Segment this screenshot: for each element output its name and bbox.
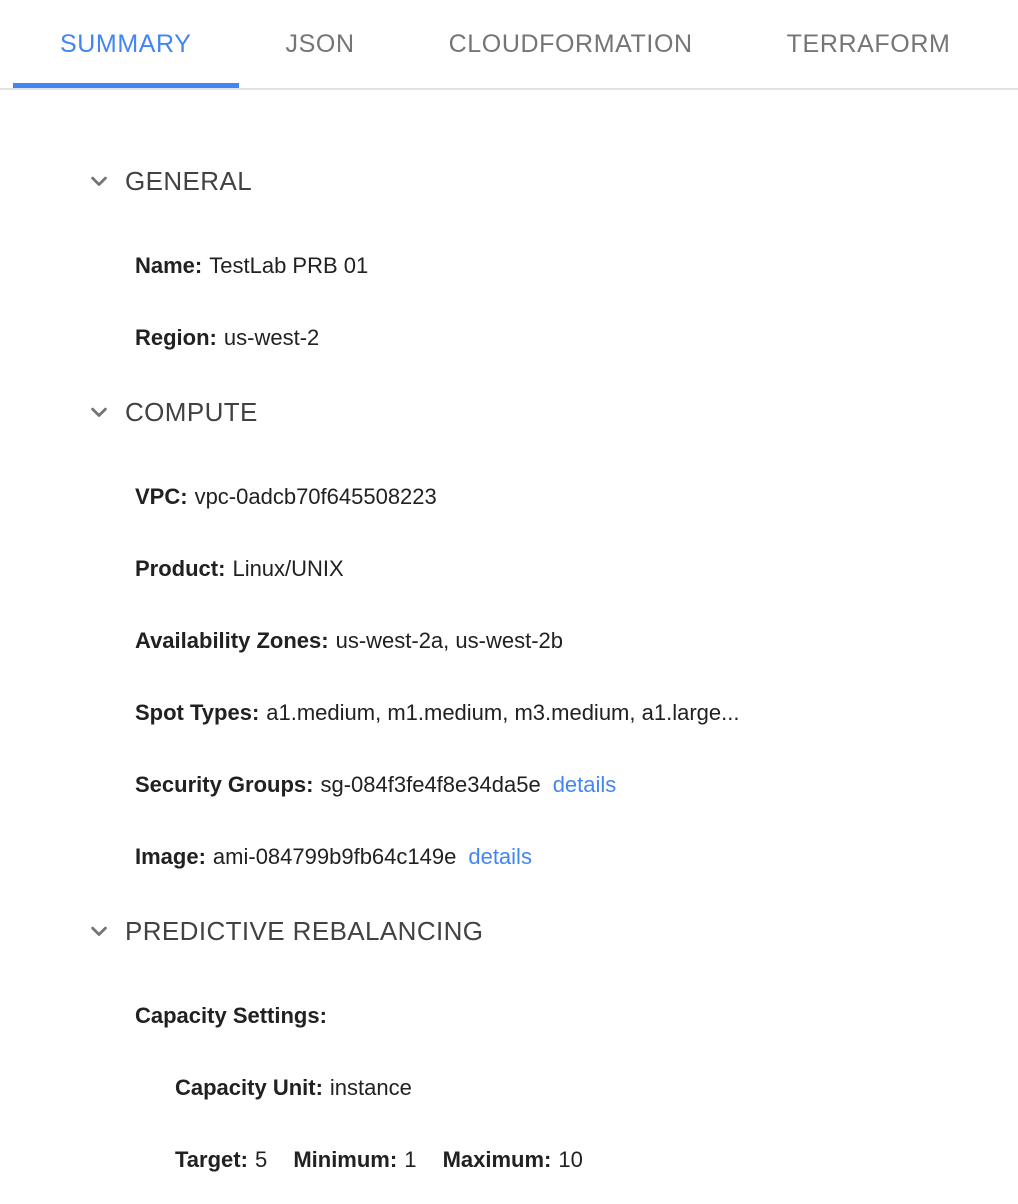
field-label: Security Groups: (135, 772, 314, 797)
section-general-title: GENERAL (125, 165, 253, 196)
field-row-capacity-settings (135, 1002, 1018, 1030)
section-predictive-rebalancing-title: PREDICTIVE REBALANCING (125, 915, 484, 946)
field-label: Availability Zones: (135, 628, 329, 653)
tab-summary[interactable] (13, 0, 239, 88)
field-value: vpc-0adcb70f645508223 (194, 484, 437, 509)
tab-terraform[interactable] (740, 0, 998, 88)
field-row-product (135, 555, 1018, 583)
field-row-capacity-values (175, 1146, 1018, 1174)
field-label: Product: (135, 556, 226, 581)
field-row-name (135, 252, 1018, 280)
field-value: instance (329, 1075, 412, 1100)
tab-json[interactable] (239, 0, 402, 88)
field-label: Image: (135, 844, 206, 869)
field-label: Capacity Settings: (135, 1003, 327, 1028)
section-compute (0, 396, 1018, 871)
field-label: Spot Types: (135, 700, 260, 725)
chevron-down-icon (85, 167, 113, 195)
field-row-availability-zones (135, 627, 1018, 655)
field-row-capacity-unit (175, 1074, 1018, 1102)
field-label: Maximum: (442, 1147, 552, 1172)
chevron-down-icon (85, 398, 113, 426)
tab-terraform-label: TERRAFORM (786, 29, 951, 58)
maximum-pair (443, 1146, 583, 1174)
field-label: VPC: (135, 484, 188, 509)
section-predictive-rebalancing-header[interactable] (85, 915, 1018, 947)
field-value: Linux/UNIX (232, 556, 344, 581)
tab-json-label: JSON (285, 29, 355, 58)
field-label: Region: (135, 325, 217, 350)
tab-cloudformation-label: CLOUDFORMATION (448, 29, 693, 58)
field-label: Minimum: (293, 1147, 398, 1172)
section-predictive-rebalancing (0, 915, 1018, 1174)
security-groups-details-link[interactable]: details (552, 772, 617, 797)
field-label: Capacity Unit: (175, 1075, 323, 1100)
field-label: Target: (175, 1147, 248, 1172)
image-details-link[interactable]: details (468, 844, 532, 869)
field-row-spot-types (135, 699, 1018, 727)
field-value: 1 (404, 1147, 417, 1172)
chevron-down-icon (85, 917, 113, 945)
field-value: TestLab PRB 01 (209, 253, 369, 278)
summary-content (0, 90, 1018, 1174)
tab-summary-label: SUMMARY (60, 29, 192, 58)
field-value: us-west-2 (223, 325, 320, 350)
tab-cloudformation[interactable] (402, 0, 740, 88)
tab-bar (0, 0, 1018, 90)
field-row-region (135, 324, 1018, 352)
field-value: 5 (254, 1147, 268, 1172)
minimum-pair (293, 1146, 416, 1174)
field-row-security-groups (135, 771, 1018, 799)
field-value: 10 (558, 1147, 583, 1172)
section-general (0, 165, 1018, 352)
section-general-header[interactable] (85, 165, 1018, 197)
field-row-vpc (135, 483, 1018, 511)
field-value: ami-084799b9fb64c149e (212, 844, 457, 869)
target-pair (175, 1146, 267, 1174)
field-label: Name: (135, 253, 203, 278)
field-value: us-west-2a, us-west-2b (335, 628, 563, 653)
field-value: a1.medium, m1.medium, m3.medium, a1.large... (266, 700, 740, 725)
section-compute-header[interactable] (85, 396, 1018, 428)
field-row-image (135, 843, 1018, 871)
section-compute-title: COMPUTE (125, 396, 258, 427)
field-value: sg-084f3fe4f8e34da5e (320, 772, 541, 797)
